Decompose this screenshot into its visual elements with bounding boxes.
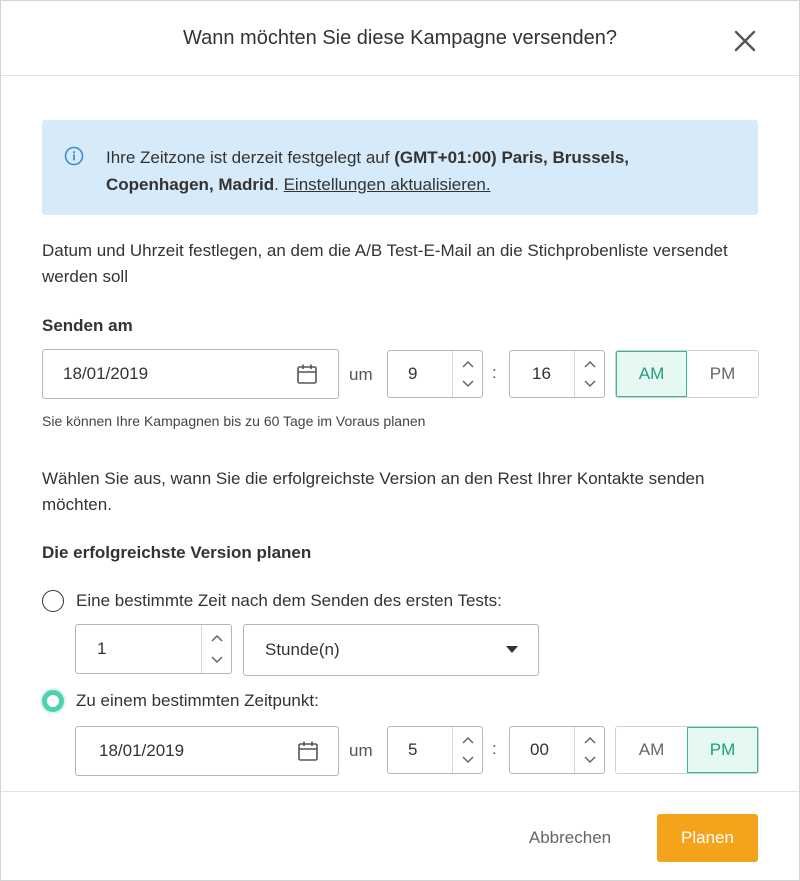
delay-unit-select[interactable] — [243, 624, 539, 676]
winner-time-separator: : — [492, 739, 497, 758]
send-date-field[interactable] — [42, 349, 339, 399]
winner-date-value: 18/01/2019 — [99, 741, 185, 760]
winner-minute-value: 00 — [530, 740, 549, 759]
decrement-icon[interactable] — [453, 374, 483, 397]
increment-icon[interactable] — [575, 351, 605, 374]
close-icon[interactable] — [732, 28, 758, 54]
decrement-icon[interactable] — [202, 649, 232, 673]
send-time-separator: : — [492, 363, 497, 382]
info-icon — [64, 146, 84, 166]
radio-specific-time[interactable] — [42, 690, 64, 712]
delay-amount-stepper[interactable] — [75, 624, 232, 674]
send-period-toggle — [615, 350, 759, 398]
winner-hour-stepper[interactable] — [387, 726, 483, 774]
send-hour-value: 9 — [408, 364, 418, 383]
winner-um-label: um — [349, 741, 373, 760]
winner-period-toggle — [615, 726, 759, 774]
timezone-info-text — [106, 144, 726, 198]
dialog-footer — [1, 791, 799, 881]
increment-icon[interactable] — [453, 351, 483, 374]
delay-unit-value: Stunde(n) — [265, 640, 340, 659]
schedule-limit-hint: Sie können Ihre Kampagnen bis zu 60 Tage im Voraus planen — [42, 413, 426, 429]
dialog-header — [1, 1, 799, 76]
calendar-icon[interactable] — [296, 363, 318, 385]
send-date-value: 18/01/2019 — [63, 364, 149, 383]
info-prefix: Ihre Zeitzone ist derzeit festgelegt auf — [106, 148, 395, 167]
increment-icon[interactable] — [575, 727, 605, 750]
dropdown-caret-icon — [506, 646, 518, 653]
send-pm-button[interactable]: PM — [687, 351, 758, 397]
radio-after-test[interactable] — [42, 590, 64, 612]
winner-date-field[interactable] — [75, 726, 339, 776]
increment-icon[interactable] — [453, 727, 483, 750]
winner-label: Die erfolgreichste Version planen — [42, 543, 312, 562]
winner-hour-arrows — [452, 727, 482, 773]
timezone-info-box — [42, 120, 758, 215]
send-minute-stepper[interactable] — [509, 350, 605, 398]
option-after-test-label[interactable]: Eine bestimmte Zeit nach dem Senden des ersten Tests: — [76, 591, 502, 610]
winner-minute-stepper[interactable] — [509, 726, 605, 774]
winner-pm-button[interactable]: PM — [687, 727, 758, 773]
winner-am-button[interactable]: AM — [616, 727, 687, 773]
winner-description: Wählen Sie aus, wann Sie die erfolgreichste Version an den Rest Ihrer Kontakte senden möchten. — [42, 469, 705, 514]
calendar-icon[interactable] — [297, 740, 319, 762]
cancel-button[interactable]: Abbrechen — [528, 828, 612, 847]
test-description: Datum und Uhrzeit festlegen, an dem die A/B Test-E-Mail an die Stichprobenliste versendet werden soll — [42, 241, 728, 286]
send-um-label: um — [349, 365, 373, 384]
dialog-title: Wann möchten Sie diese Kampagne versenden? — [183, 27, 617, 49]
schedule-button[interactable]: Planen — [657, 814, 758, 862]
decrement-icon[interactable] — [575, 374, 605, 397]
winner-minute-arrows — [574, 727, 604, 773]
option-specific-time-label[interactable]: Zu einem bestimmten Zeitpunkt: — [76, 691, 319, 710]
update-settings-link[interactable]: Einstellungen aktualisieren. — [283, 175, 491, 194]
send-minute-value: 16 — [532, 364, 551, 383]
timezone-value: (GMT+01:00) Paris, Brussels, Copenhagen, Madrid — [106, 148, 630, 194]
winner-hour-value: 5 — [408, 740, 418, 759]
delay-amount-value: 1 — [97, 639, 107, 658]
send-am-button[interactable]: AM — [616, 351, 687, 397]
send-hour-stepper[interactable] — [387, 350, 483, 398]
decrement-icon[interactable] — [575, 750, 605, 773]
delay-amount-arrows — [201, 625, 231, 673]
increment-icon[interactable] — [202, 625, 232, 649]
send-hour-arrows — [452, 351, 482, 397]
info-suffix: . — [274, 175, 284, 194]
decrement-icon[interactable] — [453, 750, 483, 773]
send-minute-arrows — [574, 351, 604, 397]
send-on-label: Senden am — [42, 316, 133, 335]
